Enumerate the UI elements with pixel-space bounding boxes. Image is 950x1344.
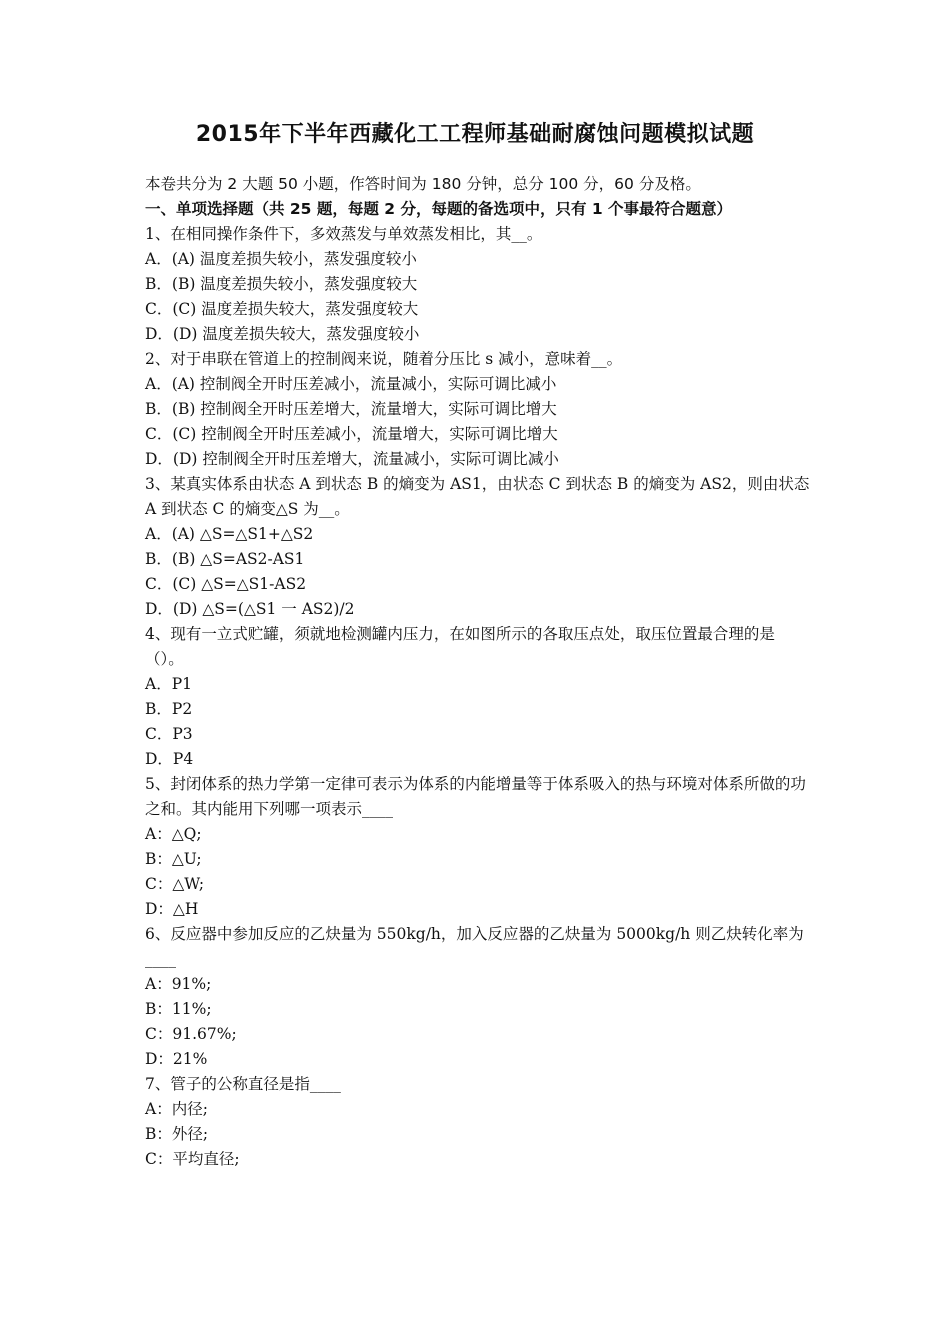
- answer-option: A：91%;: [145, 975, 212, 993]
- answer-option: D：21%: [145, 1050, 208, 1068]
- question-5: [145, 772, 810, 922]
- question-stem: 3、某真实体系由状态 A 到状态 B 的熵变为 AS1，由状态 C 到状态 B 的熵变为 AS2，则由状态 A 到状态 C 的熵变△S 为__。: [145, 475, 810, 518]
- answer-option: B：△U;: [145, 850, 202, 868]
- answer-option: A：内径;: [145, 1100, 208, 1118]
- answer-option: C．(C) 温度差损失较大，蒸发强度较大: [145, 300, 419, 318]
- question-stem: 4、现有一立式贮罐，须就地检测罐内压力，在如图所示的各取压点处，取压位置最合理的是（）。: [145, 625, 775, 668]
- question-stem: 6、反应器中参加反应的乙炔量为 550kg/h，加入反应器的乙炔量为 5000kg/h 则乙炔转化率为____: [145, 925, 804, 968]
- answer-option: A．P1: [145, 675, 192, 693]
- question-stem: 1、在相同操作条件下，多效蒸发与单效蒸发相比，其__。: [145, 225, 543, 243]
- answer-option: B．(B) 控制阀全开时压差增大，流量增大，实际可调比增大: [145, 400, 557, 418]
- answer-option: B．P2: [145, 700, 193, 718]
- answer-option: D．(D) 控制阀全开时压差增大，流量减小，实际可调比减小: [145, 450, 559, 468]
- question-stem: 5、封闭体系的热力学第一定律可表示为体系的内能增量等于体系吸入的热与环境对体系所做的功之和。其内能用下列哪一项表示____: [145, 775, 806, 818]
- question-2: [145, 347, 810, 472]
- question-7: [145, 1072, 810, 1172]
- answer-option: A．(A) △S=△S1+△S2: [145, 525, 314, 543]
- answer-option: A．(A) 温度差损失较小，蒸发强度较小: [145, 250, 417, 268]
- question-6: [145, 922, 810, 1072]
- section-heading: 一、单项选择题（共 25 题，每题 2 分，每题的备选项中，只有 1 个事最符合题意）: [145, 200, 733, 218]
- page-title: 2015年下半年西藏化工工程师基础耐腐蚀问题模拟试题: [195, 122, 755, 147]
- answer-option: D．(D) 温度差损失较大，蒸发强度较小: [145, 325, 420, 343]
- answer-option: A．(A) 控制阀全开时压差减小，流量减小，实际可调比减小: [145, 375, 557, 393]
- question-stem: 7、管子的公称直径是指____: [145, 1075, 341, 1093]
- answer-option: D：△H: [145, 900, 199, 918]
- answer-option: B：外径;: [145, 1125, 209, 1143]
- question-4: [145, 622, 810, 772]
- answer-option: C．(C) △S=△S1-AS2: [145, 575, 307, 593]
- answer-option: D．P4: [145, 750, 194, 768]
- exam-intro: 本卷共分为 2 大题 50 小题，作答时间为 180 分钟，总分 100 分，60 分及格。: [145, 175, 701, 193]
- answer-option: D．(D) △S=(△S1 一 AS2)/2: [145, 600, 355, 618]
- answer-option: C．(C) 控制阀全开时压差减小，流量增大，实际可调比增大: [145, 425, 558, 443]
- answer-option: B．(B) △S=AS2-AS1: [145, 550, 305, 568]
- answer-option: B：11%;: [145, 1000, 212, 1018]
- document-body: [145, 172, 810, 1172]
- question-1: [145, 222, 810, 347]
- answer-option: B．(B) 温度差损失较小，蒸发强度较大: [145, 275, 418, 293]
- answer-option: A：△Q;: [145, 825, 202, 843]
- answer-option: C．P3: [145, 725, 193, 743]
- answer-option: C：91.67%;: [145, 1025, 237, 1043]
- answer-option: C：△W;: [145, 875, 205, 893]
- question-stem: 2、对于串联在管道上的控制阀来说，随着分压比 s 减小，意味着__。: [145, 350, 623, 368]
- answer-option: C：平均直径;: [145, 1150, 240, 1168]
- question-3: [145, 472, 810, 622]
